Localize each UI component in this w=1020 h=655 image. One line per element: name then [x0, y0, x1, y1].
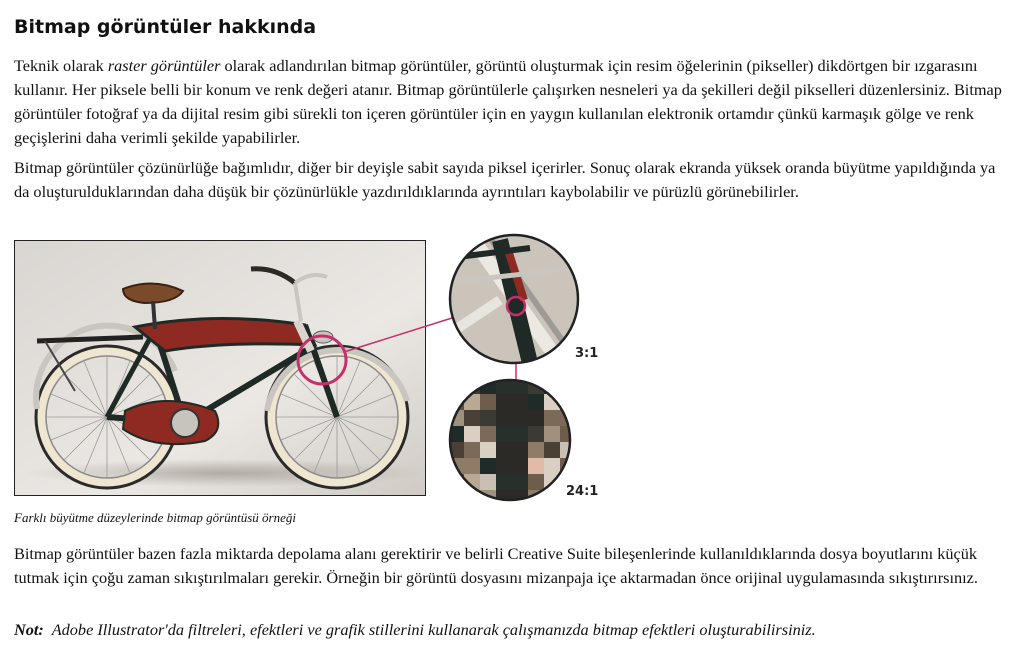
- note-label: Not:: [14, 620, 44, 639]
- mosaic-pixel: [464, 410, 480, 426]
- mosaic-pixel: [480, 394, 496, 410]
- mosaic-pixel: [512, 426, 528, 442]
- storage-paragraph: Bitmap görüntüler bazen fazla miktarda depolama alanı gerektirir ve belirli Creative Suite bileşenlerinde kullanıldıklarında dosya boyutlarını küçük tutmak için çoğu zaman sıkıştırılmaları gerekir. Örneğin bir görüntü dosyasını mizanpaja içe aktarmadan önce orijinal uygulamasında sıkıştırırsınız.: [14, 544, 978, 587]
- raster-term: raster görüntüler: [107, 56, 221, 75]
- mosaic-pixel: [544, 490, 560, 506]
- mosaic-pixel: [528, 426, 544, 442]
- connector-line-3x: [344, 318, 452, 352]
- mosaic-pixel: [480, 426, 496, 442]
- mosaic-pixel: [528, 458, 544, 474]
- resolution-paragraph: Bitmap görüntüler çözünürlüğe bağımlıdır, diğer bir deyişle sabit sayıda piksel içerirler. Sonuç olarak ekranda yüksek oranda büyütme yapıldığında ya da oluşturulduklarından daha düşük bir çözünürlükle yazdırıldıklarında ayrıntıları kaybolabilir ve pürüzlü görünebilirler.: [14, 158, 996, 201]
- mosaic-pixel: [480, 474, 496, 490]
- mosaic-pixel: [496, 426, 512, 442]
- mosaic-pixel: [544, 426, 560, 442]
- mosaic-pixel: [480, 410, 496, 426]
- mosaic-pixel: [544, 410, 560, 426]
- mosaic-pixel: [464, 394, 480, 410]
- mosaic-pixel: [528, 394, 544, 410]
- mosaic-pixel: [480, 458, 496, 474]
- mosaic-pixel: [464, 490, 480, 506]
- mosaic-pixel: [464, 426, 480, 442]
- mosaic-pixel: [448, 490, 464, 506]
- mosaic-pixel: [464, 378, 480, 394]
- mosaic-pixel: [496, 442, 512, 458]
- mosaic-pixel: [512, 474, 528, 490]
- mosaic-pixel: [448, 378, 464, 394]
- note-text: Adobe Illustrator'da filtreleri, efektleri ve grafik stillerini kullanarak çalışmanızda bitmap efektleri oluşturabilirsiniz.: [51, 620, 816, 639]
- mosaic-pixel: [528, 442, 544, 458]
- mosaic-pixel: [496, 410, 512, 426]
- mosaic-pixel: [560, 394, 576, 410]
- mosaic-pixel: [512, 394, 528, 410]
- mosaic-pixel: [496, 458, 512, 474]
- mosaic-pixel: [512, 410, 528, 426]
- mosaic-pixel: [528, 474, 544, 490]
- mosaic-pixel: [544, 442, 560, 458]
- zoom-label-3x: 3:1: [575, 346, 599, 361]
- mosaic-pixel: [512, 442, 528, 458]
- mosaic-pixel: [496, 394, 512, 410]
- figure-caption: Farklı büyütme düzeylerinde bitmap görüntüsü örneği: [14, 510, 296, 525]
- mosaic-pixel: [464, 458, 480, 474]
- intro-text-end: olarak adlandırılan bitmap görüntüler, görüntü oluşturmak için resim öğelerinin (pikseller) dikdörtgen bir ızgarasını kullanır. Her piksele belli bir konum ve renk değeri atanır. Bitmap görüntülerle çalışırken nesneleri ya da şekilleri değil pikselleri düzenlersiniz. Bitmap görüntüler fotoğraf ya da dijital resim gibi sürekli ton içeren görüntüler için en yaygın kullanılan elektronik ortamdır çünkü karmaşık gölge ve renk geçişlerini daha verimli şekilde yapabilirler.: [14, 56, 1002, 147]
- zoom-label-24x: 24:1: [566, 484, 599, 499]
- intro-text-start: Teknik olarak: [14, 56, 108, 75]
- mosaic-pixel: [560, 378, 576, 394]
- mosaic-pixel: [544, 458, 560, 474]
- mosaic-pixel: [512, 458, 528, 474]
- page-title: Bitmap görüntüler hakkında: [14, 16, 317, 38]
- mosaic-pixel: [496, 474, 512, 490]
- note-paragraph: [14, 618, 1014, 642]
- highlight-circle: [298, 336, 346, 384]
- mosaic-pixel: [448, 394, 464, 410]
- mosaic-pixel: [464, 442, 480, 458]
- mosaic-pixel: [528, 410, 544, 426]
- mosaic-pixel: [480, 442, 496, 458]
